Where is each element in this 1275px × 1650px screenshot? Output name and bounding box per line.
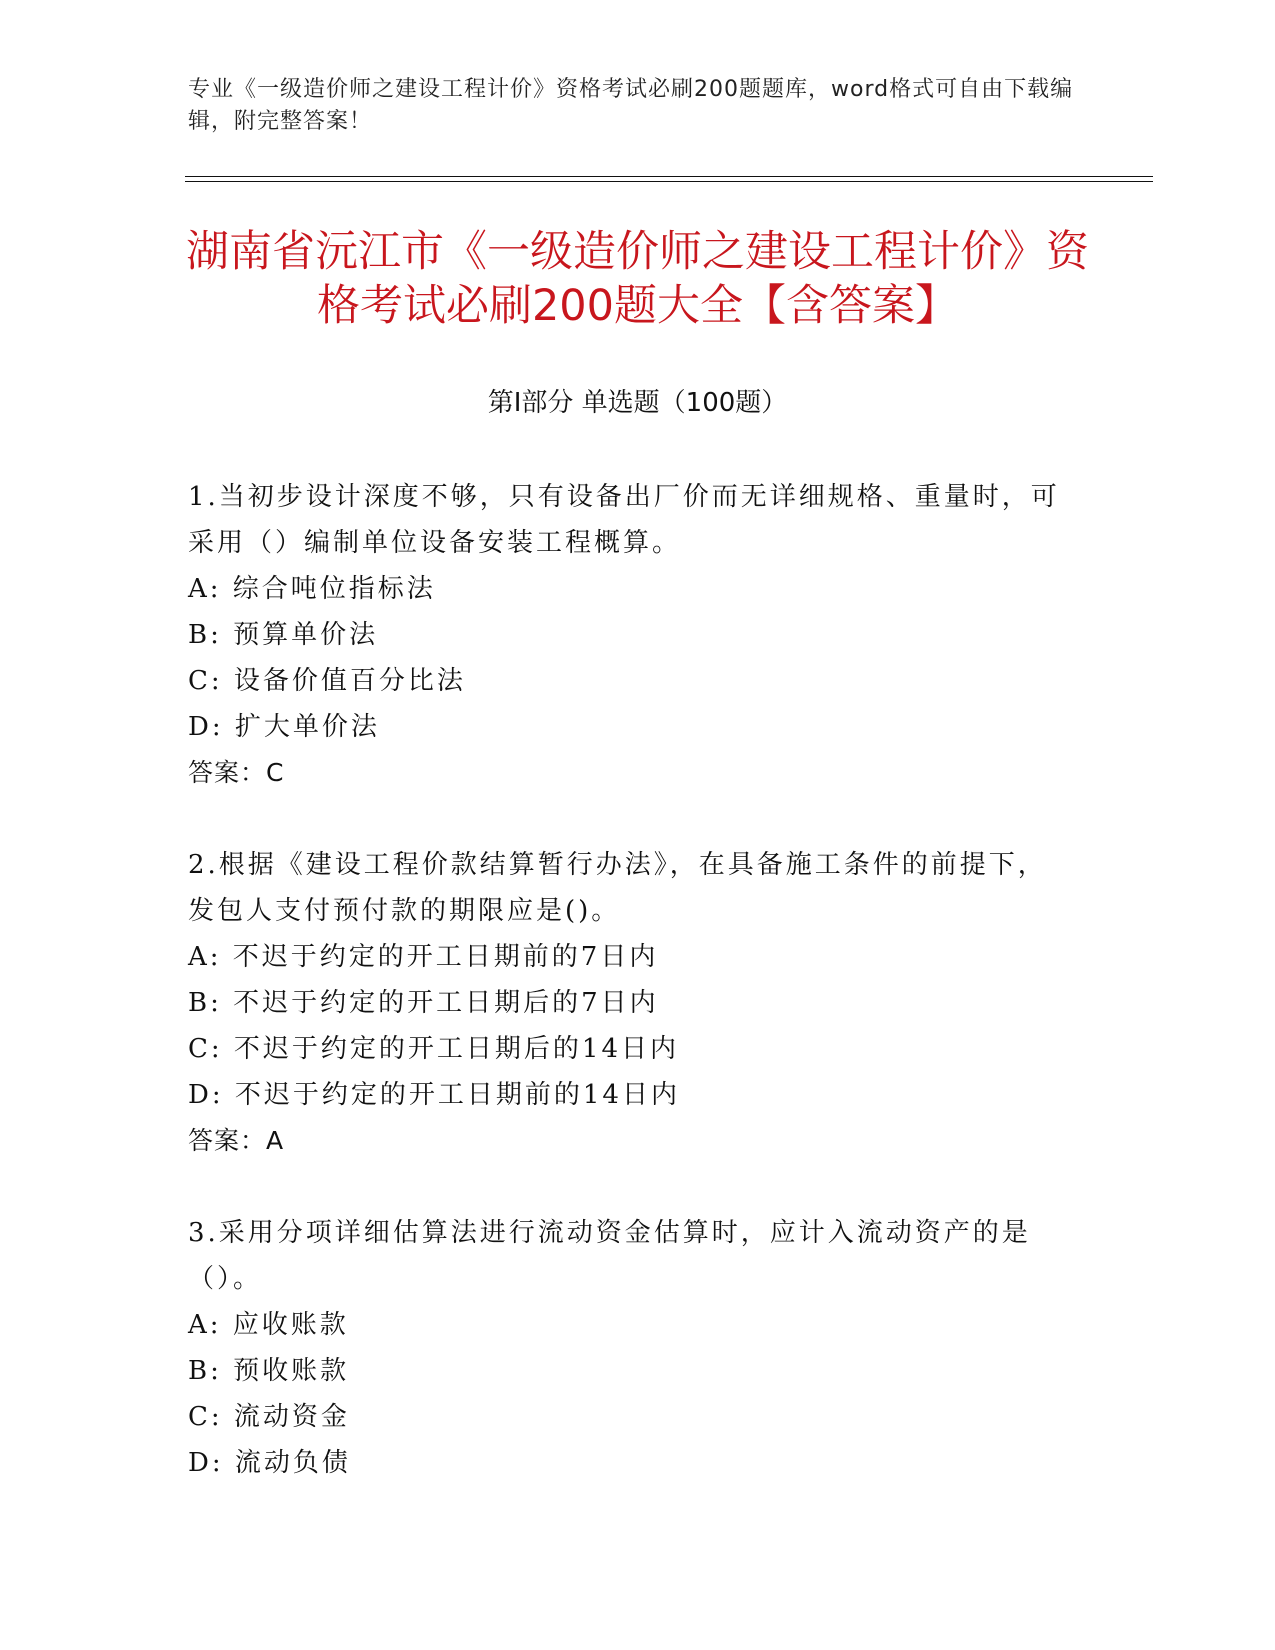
option-b: B: 不迟于约定的开工日期后的7日内 (188, 988, 659, 1018)
question-2 (188, 842, 1068, 1164)
option-c: C: 不迟于约定的开工日期后的14日内 (188, 1034, 680, 1064)
option-a: A: 综合吨位指标法 (188, 574, 436, 604)
answer: 答案：A (188, 1126, 285, 1155)
section-title: 第Ⅰ部分 单选题（100题） (487, 388, 788, 418)
header-note: 专业《一级造价师之建设工程计价》资格考试必刷200题题库，word格式可自由下载编辑，附完整答案！ (188, 77, 1074, 134)
header-rule-top (185, 176, 1153, 177)
option-d: D: 扩大单价法 (188, 712, 380, 742)
question-3 (188, 1210, 1068, 1486)
document-title: 湖南省沅江市《一级造价师之建设工程计价》资格考试必刷200题大全【含答案】 (186, 227, 1089, 331)
question-list (188, 474, 1068, 1532)
question-stem: 3.采用分项详细估算法进行流动资金估算时，应计入流动资产的是（）。 (188, 1218, 1031, 1294)
option-d: D: 不迟于约定的开工日期前的14日内 (188, 1080, 680, 1110)
option-d: D: 流动负债 (188, 1448, 351, 1478)
question-stem: 2.根据《建设工程价款结算暂行办法》，在具备施工条件的前提下，发包人支付预付款的期限应是()。 (188, 850, 1047, 926)
header-rule-bottom (185, 181, 1153, 182)
answer: 答案：C (188, 758, 285, 787)
option-c: C: 流动资金 (188, 1402, 350, 1432)
option-b: B: 预收账款 (188, 1356, 350, 1386)
option-a: A: 不迟于约定的开工日期前的7日内 (188, 942, 659, 972)
question-stem: 1.当初步设计深度不够，只有设备出厂价而无详细规格、重量时，可采用（）编制单位设备安装工程概算。 (188, 482, 1060, 558)
option-b: B: 预算单价法 (188, 620, 379, 650)
option-c: C: 设备价值百分比法 (188, 666, 466, 696)
option-a: A: 应收账款 (188, 1310, 349, 1340)
question-1 (188, 474, 1068, 796)
